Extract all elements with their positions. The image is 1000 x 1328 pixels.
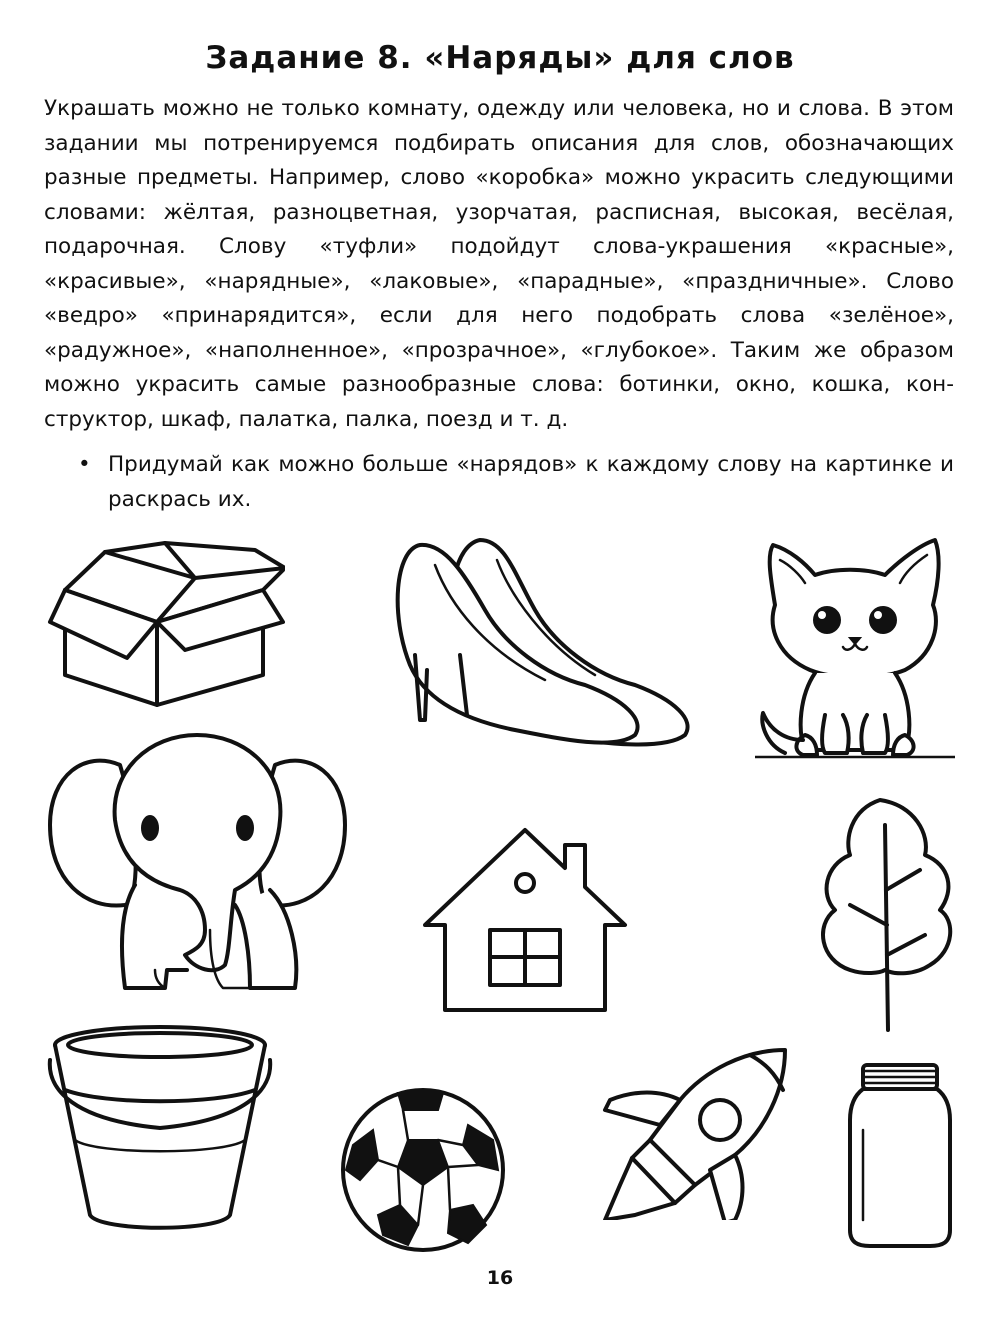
jar-icon <box>845 1060 955 1250</box>
shoes-icon <box>385 535 695 760</box>
page-number: 16 <box>486 1267 514 1289</box>
box-icon <box>45 540 285 710</box>
house-icon <box>420 825 630 1015</box>
task-instruction: Придумай как можно больше «нарядов» к каждому слову на картинке и раскрась их. <box>108 452 954 512</box>
elephant-icon <box>45 730 350 1000</box>
page-title: Задание 8. «Наряды» для слов <box>205 40 795 76</box>
kitten-icon <box>755 535 955 765</box>
bucket-icon <box>45 1020 275 1240</box>
soccer-ball-icon <box>338 1085 508 1255</box>
leaf-icon <box>810 795 960 1035</box>
rocket-icon <box>595 1045 795 1220</box>
task-bullet: • <box>78 452 91 477</box>
intro-paragraph: Украшать можно не только комнату, одежду или человека, но и слова. В этом задании мы потренируемся подбирать описания для слов, обозначающих разные предметы. Например, слово «коробка» можно украсить следующими словами: жёлтая, разноцветная, узорчатая, расписная, высокая, весёлая, подарочная. Слову «туфли» подойдут слова-украшения «красные», «красивые», «нарядные», «лаковые», «парадные», «праздничные». Слово «ведро» «принарядится», если для него подобрать слова «зелёное», «радужное», «наполненное», «прозрачное», «глубокое». Таким же образом можно украсить самые разнообразные слова: ботинки, окно, кошка, конструктор, шкаф, палатка, палка, поезд и т. д. <box>44 96 954 432</box>
